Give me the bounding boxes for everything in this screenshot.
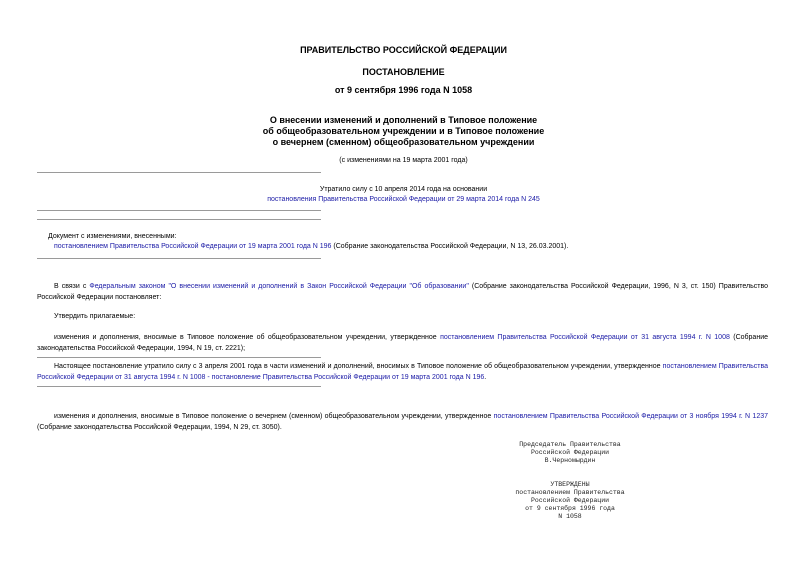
amendment-note: (с изменениями на 19 марта 2001 года): [339, 157, 468, 164]
changes-source: (Собрание законодательства Российской Федерации, N 13, 26.03.2001).: [331, 243, 569, 250]
document-title-line-3: о вечернем (сменном) общеобразовательном учреждении: [272, 137, 535, 147]
federal-law-link[interactable]: Федеральным законом "О внесении изменений и дополнений в Закон Российской Федерации "Об образовании": [89, 283, 469, 290]
approval-country: Российской Федерации: [530, 497, 609, 504]
divider: [37, 219, 321, 220]
amendments-general-text: изменения и дополнения, вносимые в Типовое положение об общеобразовательном учреждении, утвержденное: [54, 334, 441, 341]
signature-country: Российской Федерации: [530, 449, 609, 456]
divider: [37, 210, 321, 211]
link-separator[interactable]: -: [205, 374, 212, 381]
signature-block: [480, 441, 660, 465]
signature-name: В.Черномырдин: [544, 457, 596, 464]
document-title-line-2: об общеобразовательном учреждении и в Типовое положение: [262, 126, 545, 136]
decree-196-link[interactable]: постановление Правительства Российской Федерации от 19 марта 2001 года N 196: [211, 374, 485, 381]
approval-block: [470, 481, 670, 521]
amendments-evening-text: изменения и дополнения, вносимые в Типовое положение о вечернем (сменном) общеобразовательном учреждении, утвержденное: [54, 413, 494, 420]
paragraph-partial-repeal: [37, 361, 768, 383]
approval-number: N 1058: [558, 513, 582, 520]
status-link-wrap: [0, 195, 807, 204]
partial-repeal-text: Настоящее постановление утратило силу с 3 апреля 2001 года в части изменений и дополнений, вносимых в Типовое положение об общеобразовательном учреждении, утвержденное: [54, 363, 663, 370]
amendments-general-source: (Собрание законодательства Российской Федерации, 1994, N 19, ст. 2221);: [37, 334, 768, 352]
divider: [37, 172, 321, 173]
document-type: ПОСТАНОВЛЕНИЕ: [362, 67, 445, 77]
approval-by: постановлением Правительства: [515, 489, 625, 496]
changes-intro: Документ с изменениями, внесенными:: [48, 233, 177, 240]
signature-title: Председатель Правительства: [519, 441, 621, 448]
approval-date: от 9 сентября 1996 года: [525, 505, 615, 512]
divider: [37, 386, 321, 387]
paragraph-approve: Утвердить прилагаемые:: [54, 313, 136, 320]
amending-decree-link[interactable]: постановлением Правительства Российской Федерации от 19 марта 2001 года N 196: [54, 243, 332, 250]
divider: [37, 357, 321, 358]
amendments-evening-source: (Собрание законодательства Российской Федерации, 1994, N 29, ст. 3050).: [37, 424, 282, 431]
decree-1008-link-2[interactable]: постановлением Правительства Российской Федерации от 31 августа 1994 г. N 1008: [37, 363, 768, 381]
paragraph-amendments-evening: [37, 411, 768, 433]
preamble-text-start: В связи с: [54, 283, 90, 290]
document-date-number: от 9 сентября 1996 года N 1058: [334, 85, 473, 95]
government-heading: ПРАВИТЕЛЬСТВО РОССИЙСКОЙ ФЕДЕРАЦИИ: [300, 45, 507, 55]
partial-repeal-end: .: [484, 374, 487, 381]
decree-1237-link[interactable]: постановлением Правительства Российской Федерации от 3 ноября 1994 г. N 1237: [493, 413, 768, 420]
paragraph-preamble: [37, 281, 768, 303]
decree-1008-link[interactable]: постановлением Правительства Российской Федерации от 31 августа 1994 г. N 1008: [440, 334, 730, 341]
document-title-line-1: О внесении изменений и дополнений в Типовое положение: [269, 115, 538, 125]
repeal-decree-link[interactable]: постановления Правительства Российской Федерации от 29 марта 2014 года N 245: [267, 196, 540, 203]
approval-heading: УТВЕРЖДЕНЫ: [550, 481, 590, 488]
preamble-text-end: (Собрание законодательства Российской Федерации, 1996, N 3, ст. 150) Правительство Российской Федерации постановляет:: [37, 283, 768, 301]
paragraph-amendments-general: [37, 332, 768, 354]
changes-line: [54, 242, 568, 251]
status-line: Утратило силу с 10 апреля 2014 года на основании: [319, 186, 488, 193]
divider: [37, 258, 321, 259]
